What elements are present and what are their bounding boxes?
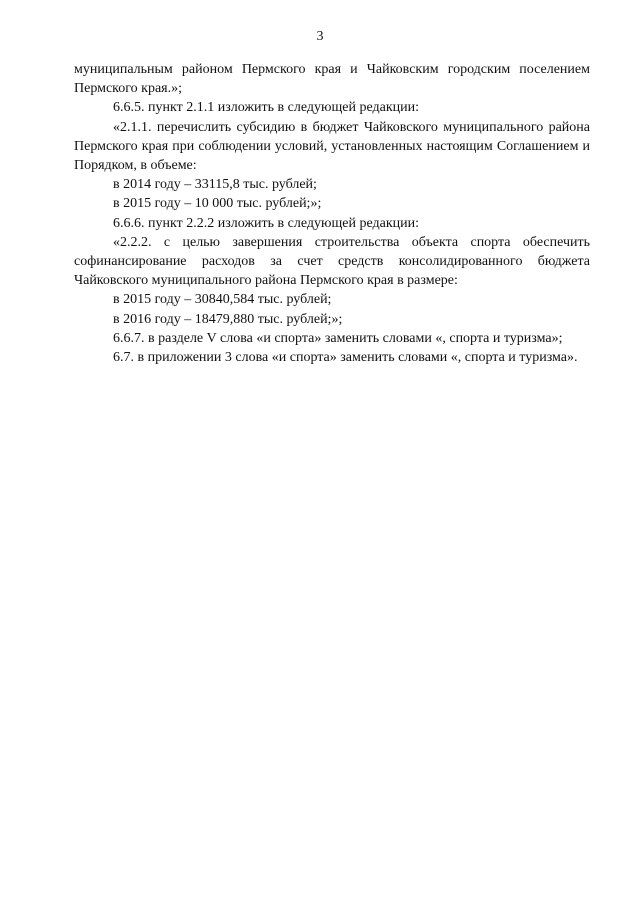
paragraph-clause-2-2-2: «2.2.2. с целью завершения строительства объекта спорта обеспечить софинансирование расходов за счет средств консолидированного бюджета Чайковского муниципального района Пермского края в размере: bbox=[74, 234, 590, 289]
paragraph-item-6-6-5: 6.6.5. пункт 2.1.1 изложить в следующей редакции: bbox=[113, 100, 419, 116]
paragraph-clause-2-1-1: «2.1.1. перечислить субсидию в бюджет Чайковского муниципального района Пермского края при соблюдении условий, установленных настоящим Соглашением и Порядком, в объеме: bbox=[74, 119, 590, 174]
paragraph-continuation: муниципальным районом Пермского края и Чайковским городским поселением Пермского края.»; bbox=[74, 62, 590, 97]
paragraph-item-6-6-6: 6.6.6. пункт 2.2.2 изложить в следующей редакции: bbox=[113, 215, 419, 231]
paragraph-item-6-6-7: 6.6.7. в разделе V слова «и спорта» заменить словами «, спорта и туризма»; bbox=[113, 330, 563, 346]
paragraph-amount-2014: в 2014 году – 33115,8 тыс. рублей; bbox=[113, 177, 317, 193]
paragraph-amount-2015: в 2015 году – 10 000 тыс. рублей;»; bbox=[113, 196, 322, 212]
page-number: 3 bbox=[316, 29, 324, 44]
paragraph-item-6-7: 6.7. в приложении 3 слова «и спорта» заменить словами «, спорта и туризма». bbox=[113, 350, 578, 366]
paragraph-amount-2016: в 2016 году – 18479,880 тыс. рублей;»; bbox=[113, 311, 343, 327]
paragraph-amount-2015-b: в 2015 году – 30840,584 тыс. рублей; bbox=[113, 292, 332, 308]
document-body bbox=[74, 60, 590, 367]
